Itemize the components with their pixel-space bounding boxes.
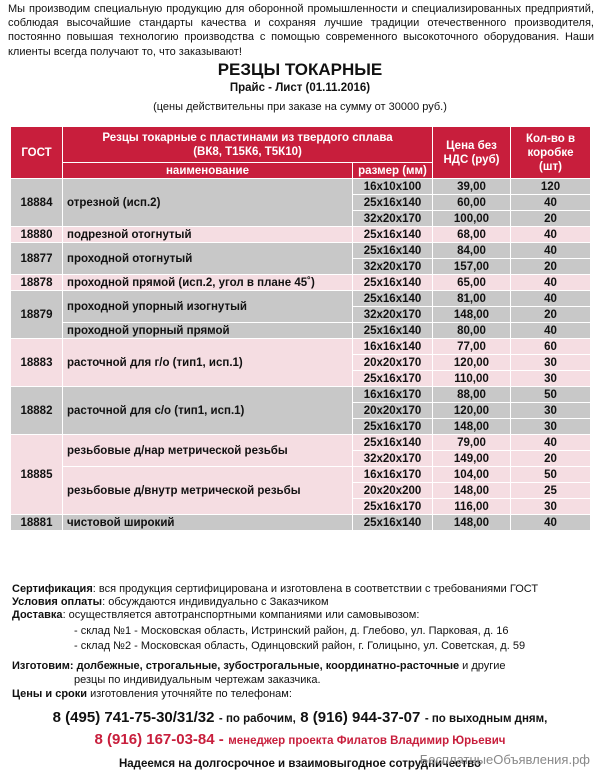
payment-label: Условия оплаты — [12, 596, 103, 608]
table-row — [11, 291, 591, 307]
size-cell: 16x16x170 — [353, 387, 433, 403]
manufacture-label: Изготовим — [12, 660, 70, 672]
gost-cell: 18877 — [11, 243, 63, 275]
table-row — [11, 435, 591, 451]
gost-cell: 18884 — [11, 179, 63, 227]
gost-cell: 18882 — [11, 387, 63, 435]
price-table — [10, 126, 591, 531]
name-cell: резьбовые д/внутр метрической резьбы — [63, 467, 353, 515]
intro-paragraph: Мы производим специальную продукцию для оборонной промышленности и специализированных предприятий, соблюдая высочайшие стандарты качества и сохраняя лучшие традиции отечественного производителя, постоянно повышая технологию производства с помощью современного высокоточного оборудования. Наши клиенты всегда получают то, что заказывают! — [8, 3, 594, 58]
size-cell: 16x16x140 — [353, 339, 433, 355]
price-cell: 88,00 — [433, 387, 511, 403]
table-row — [11, 467, 591, 483]
qty-cell: 40 — [511, 195, 591, 211]
size-cell: 25x16x140 — [353, 323, 433, 339]
price-cell: 79,00 — [433, 435, 511, 451]
page-title: РЕЗЦЫ ТОКАРНЫЕ — [217, 60, 383, 79]
size-cell: 25x16x170 — [353, 419, 433, 435]
name-cell: резьбовые д/нар метрической резьбы — [63, 435, 353, 467]
price-cell: 84,00 — [433, 243, 511, 259]
size-cell: 25x16x140 — [353, 515, 433, 531]
size-cell: 25x16x140 — [353, 435, 433, 451]
qty-cell: 40 — [511, 435, 591, 451]
name-cell: отрезной (исп.2) — [63, 179, 353, 227]
price-cell: 149,00 — [433, 451, 511, 467]
qty-cell: 20 — [511, 451, 591, 467]
qty-cell: 40 — [511, 275, 591, 291]
qty-cell: 30 — [511, 419, 591, 435]
manufacture-rest: и другие — [462, 660, 506, 672]
size-cell: 20x20x200 — [353, 483, 433, 499]
manufacture-colon: : — [69, 660, 74, 672]
size-cell: 25x16x170 — [353, 499, 433, 515]
price-cell: 148,00 — [433, 419, 511, 435]
warehouse-2: - склад №2 - Московская область, Одинцовский район, г. Голицыно, ул. Советская, д. 59 — [74, 640, 526, 652]
size-cell: 32x20x170 — [353, 259, 433, 275]
delivery-line — [12, 609, 592, 622]
delivery-text: : осуществляется автотранспортными компаниями или самовывозом: — [62, 609, 420, 621]
phone-weekend-note: - по выходным дням, — [424, 713, 548, 725]
qty-cell: 40 — [511, 227, 591, 243]
header-price: Цена без НДС (руб) — [433, 127, 511, 179]
price-cell: 81,00 — [433, 291, 511, 307]
table-row — [11, 243, 591, 259]
name-cell: подрезной отогнутый — [63, 227, 353, 243]
qty-cell: 30 — [511, 499, 591, 515]
size-cell: 25x16x170 — [353, 371, 433, 387]
name-cell: проходной прямой (исп.2, угол в плане 45˚) — [63, 275, 353, 291]
size-cell: 16x10x100 — [353, 179, 433, 195]
header-group — [63, 127, 433, 163]
price-cell: 148,00 — [433, 483, 511, 499]
phone-manager[interactable]: 8 (916) 167-03-84 - — [94, 731, 224, 748]
certification-label: Сертификация — [12, 583, 93, 595]
size-cell: 16x16x170 — [353, 467, 433, 483]
table-row — [11, 515, 591, 531]
price-cell: 157,00 — [433, 259, 511, 275]
phone-weekend[interactable]: 8 (916) 944-37-07 — [300, 709, 421, 726]
size-cell: 32x20x170 — [353, 307, 433, 323]
phones-line-2 — [0, 731, 600, 749]
price-cell: 65,00 — [433, 275, 511, 291]
size-cell: 20x20x170 — [353, 355, 433, 371]
manufacture-types: долбежные, строгальные, зубострогальные, координатно-расточные — [76, 660, 460, 672]
price-cell: 100,00 — [433, 211, 511, 227]
size-cell: 25x16x140 — [353, 275, 433, 291]
size-cell: 32x20x170 — [353, 211, 433, 227]
phone-office-note: - по рабочим, — [218, 713, 296, 725]
price-note: (цены действительны при заказе на сумму от 30000 руб.) — [153, 101, 447, 113]
header-name: наименование — [63, 163, 353, 179]
table-row — [11, 339, 591, 355]
price-cell: 39,00 — [433, 179, 511, 195]
watermark: БесплатныеОбъявления.рф — [419, 752, 590, 767]
table-row — [11, 179, 591, 195]
certification-line — [12, 583, 592, 596]
price-cell: 148,00 — [433, 307, 511, 323]
phones-line-1 — [0, 709, 600, 727]
manufacture-line — [12, 660, 592, 673]
price-cell: 104,00 — [433, 467, 511, 483]
gost-cell: 18883 — [11, 339, 63, 387]
gost-cell: 18885 — [11, 435, 63, 515]
qty-cell: 30 — [511, 355, 591, 371]
qty-cell: 40 — [511, 291, 591, 307]
name-cell: проходной отогнутый — [63, 243, 353, 275]
header-qty: Кол-во в коробке (шт) — [511, 127, 591, 179]
name-cell: чистовой широкий — [63, 515, 353, 531]
size-cell: 25x16x140 — [353, 291, 433, 307]
name-cell: расточной для с/о (тип1, исп.1) — [63, 387, 353, 435]
closing-text: Надеемся на долгосрочное и взаимовыгодное сотрудничество — [118, 758, 482, 770]
price-cell: 116,00 — [433, 499, 511, 515]
gost-cell: 18880 — [11, 227, 63, 243]
price-cell: 77,00 — [433, 339, 511, 355]
header-gost: ГОСТ — [11, 127, 63, 179]
price-cell: 68,00 — [433, 227, 511, 243]
terms-line — [12, 688, 592, 701]
size-cell: 25x16x140 — [353, 243, 433, 259]
price-list-date: Прайс - Лист (01.11.2016) — [229, 82, 371, 94]
price-cell: 120,00 — [433, 403, 511, 419]
table-row — [11, 227, 591, 243]
terms-label: Цены и сроки — [12, 688, 88, 700]
table-row — [11, 275, 591, 291]
gost-cell: 18879 — [11, 291, 63, 339]
qty-cell: 20 — [511, 211, 591, 227]
qty-cell: 50 — [511, 387, 591, 403]
manufacture-line-2: резцы по индивидуальным чертежам заказчика. — [74, 674, 321, 686]
certification-text: : вся продукция сертифицирована и изготовлена в соответствии с требованиями ГОСТ — [92, 583, 539, 595]
qty-cell: 30 — [511, 371, 591, 387]
qty-cell: 40 — [511, 515, 591, 531]
qty-cell: 20 — [511, 259, 591, 275]
delivery-label: Доставка — [12, 609, 63, 621]
qty-cell: 30 — [511, 403, 591, 419]
qty-cell: 60 — [511, 339, 591, 355]
size-cell: 20x20x170 — [353, 403, 433, 419]
terms-text: изготовления уточняйте по телефонам: — [90, 688, 292, 700]
table-row — [11, 323, 591, 339]
qty-cell: 50 — [511, 467, 591, 483]
table-row — [11, 387, 591, 403]
price-cell: 110,00 — [433, 371, 511, 387]
header-group-line1: Резцы токарные с пластинами из твердого сплава — [102, 131, 393, 144]
header-size: размер (мм) — [353, 163, 433, 179]
size-cell: 25x16x140 — [353, 227, 433, 243]
qty-cell: 20 — [511, 307, 591, 323]
name-cell: проходной упорный изогнутый — [63, 291, 353, 323]
header-group-line2: (ВК8, Т15К6, Т5К10) — [193, 145, 302, 158]
price-cell: 148,00 — [433, 515, 511, 531]
payment-line — [12, 596, 592, 609]
manager-name: менеджер проекта Филатов Владимир Юрьевич — [228, 735, 506, 747]
qty-cell: 40 — [511, 243, 591, 259]
name-cell: расточной для г/о (тип1, исп.1) — [63, 339, 353, 387]
qty-cell: 120 — [511, 179, 591, 195]
size-cell: 32x20x170 — [353, 451, 433, 467]
phone-office[interactable]: 8 (495) 741-75-30/31/32 — [52, 709, 215, 726]
price-cell: 80,00 — [433, 323, 511, 339]
qty-cell: 25 — [511, 483, 591, 499]
gost-cell: 18881 — [11, 515, 63, 531]
gost-cell: 18878 — [11, 275, 63, 291]
price-cell: 60,00 — [433, 195, 511, 211]
warehouse-1: - склад №1 - Московская область, Истринский район, д. Глебово, ул. Парковая, д. 16 — [74, 625, 509, 637]
qty-cell: 40 — [511, 323, 591, 339]
size-cell: 25x16x140 — [353, 195, 433, 211]
payment-text: : обсуждаются индивидуально с Заказчиком — [102, 596, 329, 608]
name-cell: проходной упорный прямой — [63, 323, 353, 339]
price-cell: 120,00 — [433, 355, 511, 371]
